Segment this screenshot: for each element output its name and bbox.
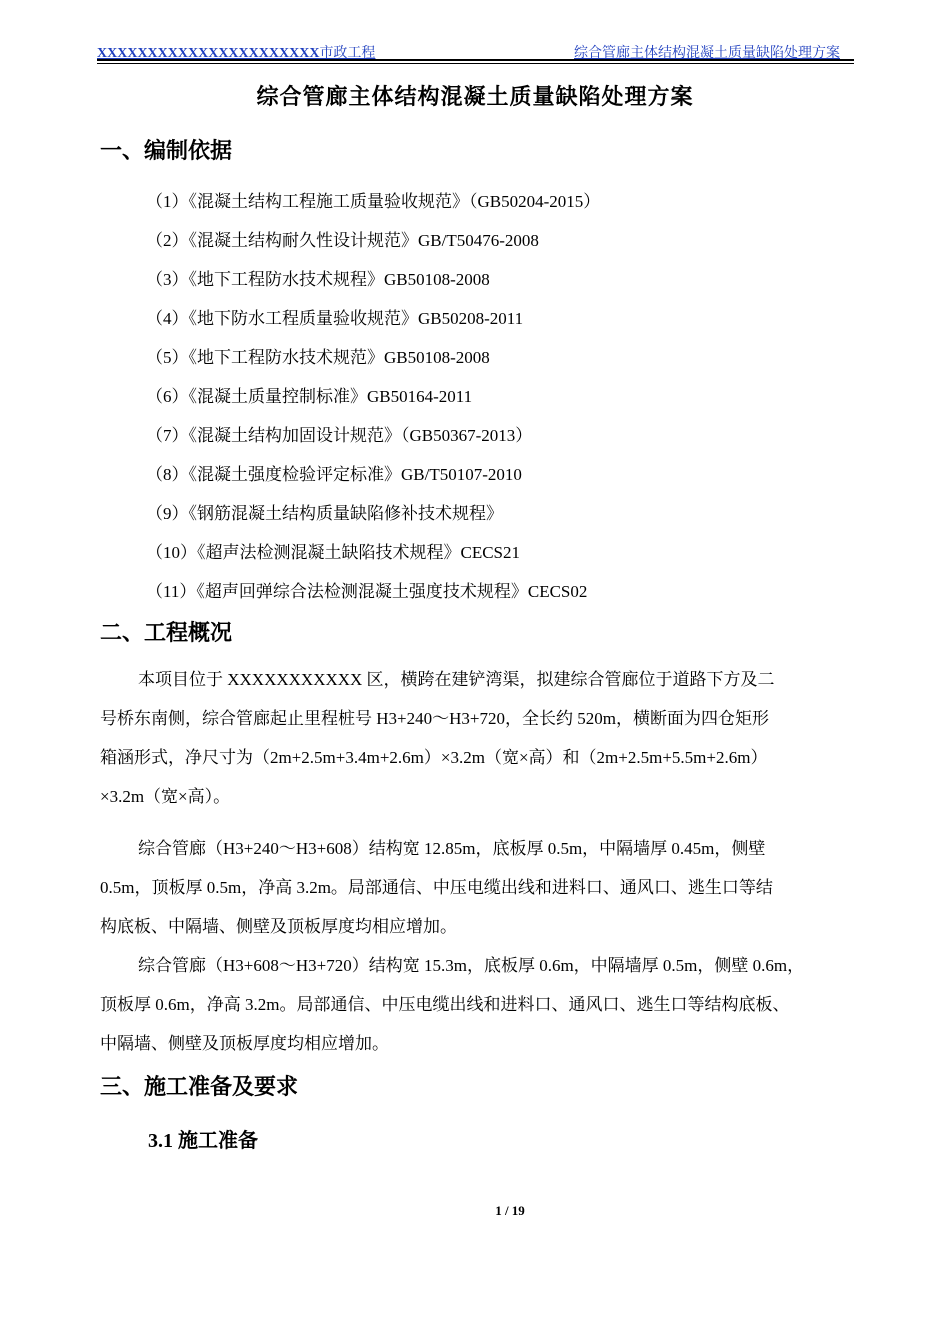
document-title: 综合管廊主体结构混凝土质量缺陷处理方案	[256, 84, 694, 109]
reference-item: （7）《混凝土结构加固设计规范》（GB50367-2013）	[146, 426, 533, 445]
paragraph-line: 顶板厚 0.6m，净高 3.2m。局部通信、中压电缆出线和进料口、通风口、逃生口等结构底板、	[100, 995, 790, 1014]
paragraph-line: 综合管廊（H3+608～H3+720）结构宽 15.3m，底板厚 0.6m，中隔墙厚 0.5m，侧壁 0.6m，	[138, 956, 805, 975]
header-company-suffix: 市政工程	[319, 46, 376, 61]
header-right-text: 综合管廊主体结构混凝土质量缺陷处理方案	[574, 46, 840, 61]
section-heading-preparation: 三、施工准备及要求	[100, 1074, 299, 1099]
header-company-mask: XXXXXXXXXXXXXXXXXXXXXX	[97, 46, 320, 61]
page-number: 1 / 19	[495, 1203, 525, 1218]
reference-item: （8）《混凝土强度检验评定标准》GB/T50107-2010	[146, 465, 522, 484]
reference-item: （5）《地下工程防水技术规范》GB50108-2008	[146, 348, 490, 367]
reference-item: （3）《地下工程防水技术规程》GB50108-2008	[146, 270, 490, 289]
page-header	[97, 38, 854, 60]
paragraph-line: 箱涵形式，净尺寸为（2m+2.5m+3.4m+2.6m）×3.2m（宽×高）和（2m+2.5m+5.5m+2.6m）	[100, 748, 768, 767]
subsection-heading-preparation: 3.1 施工准备	[148, 1130, 258, 1152]
paragraph-line: ×3.2m（宽×高）。	[100, 787, 231, 806]
reference-item: （11）《超声回弹综合法检测混凝土强度技术规程》CECS02	[146, 582, 588, 601]
section-heading-basis: 一、编制依据	[100, 138, 233, 163]
reference-item: （1）《混凝土结构工程施工质量验收规范》（GB50204-2015）	[146, 192, 601, 211]
reference-item: （9）《钢筋混凝土结构质量缺陷修补技术规程》	[146, 504, 503, 523]
paragraph-line: 号桥东南侧，综合管廊起止里程桩号 H3+240～H3+720，全长约 520m，横断面为四仓矩形	[100, 709, 769, 728]
paragraph-line: 本项目位于 XXXXXXXXXXX 区，横跨在建铲湾渠，拟建综合管廊位于道路下方及二	[138, 670, 775, 689]
overview-paragraph-segment-2	[100, 946, 856, 1063]
section-heading-overview: 二、工程概况	[100, 620, 233, 645]
overview-paragraph-location	[100, 660, 856, 816]
overview-paragraph-segment-1	[100, 829, 856, 946]
reference-item: （4）《地下防水工程质量验收规范》GB50208-2011	[146, 309, 524, 328]
header-rule-thick	[97, 59, 854, 61]
paragraph-line: 中隔墙、侧壁及顶板厚度均相应增加。	[100, 1034, 389, 1053]
paragraph-line: 构底板、中隔墙、侧壁及顶板厚度均相应增加。	[100, 917, 457, 936]
reference-item: （2）《混凝土结构耐久性设计规范》GB/T50476-2008	[146, 231, 539, 250]
reference-item: （6）《混凝土质量控制标准》GB50164-2011	[146, 387, 473, 406]
paragraph-line: 综合管廊（H3+240～H3+608）结构宽 12.85m，底板厚 0.5m，中隔墙厚 0.45m，侧壁	[138, 839, 766, 858]
paragraph-line: 0.5m，顶板厚 0.5m，净高 3.2m。局部通信、中压电缆出线和进料口、通风口、逃生口等结	[100, 878, 773, 897]
header-rule-thin	[97, 63, 854, 64]
reference-item: （10）《超声法检测混凝土缺陷技术规程》CECS21	[146, 543, 521, 562]
